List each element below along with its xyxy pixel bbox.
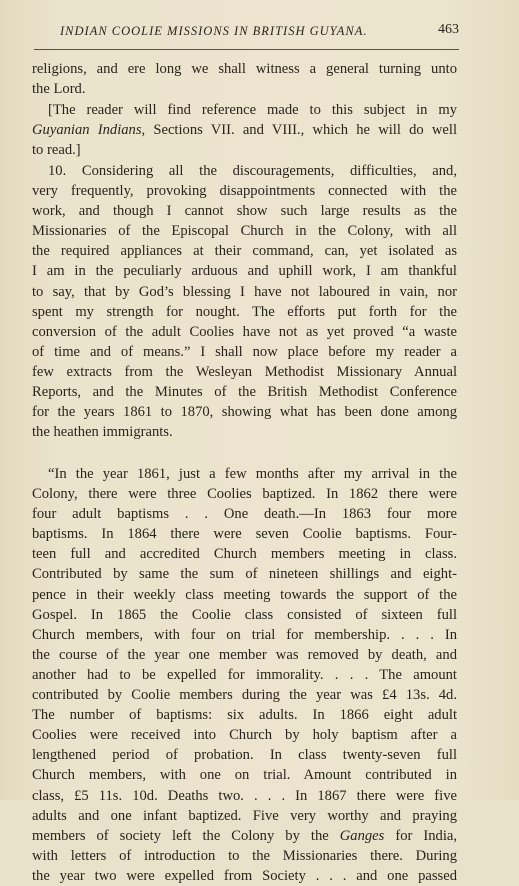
text-line: the course of the year one member was removed by death, and [32, 646, 457, 663]
text-line: Missionaries of the Episcopal Church in the Colony, with all [32, 223, 457, 240]
text-line: very frequently, provoking disappointments connected with the [32, 183, 457, 200]
text-line: adults and one infant baptized. Five very worthy and praying [32, 807, 457, 824]
text-line: class, £5 11s. 10d. Deaths two. . . . In 1867 there were five [32, 787, 457, 804]
text-line: of time and of means.” I shall now place before my reader a [32, 343, 457, 360]
text-line: religions, and ere long we shall witness a general turning unto [32, 61, 457, 77]
text-line: few extracts from the Wesleyan Methodist Missionary Annual [32, 363, 457, 380]
text-line: [The reader will find reference made to this subject in my [48, 102, 457, 118]
text-line: Church members, with four on trial for membership. . . . In [32, 626, 457, 643]
text-line: another had to be expelled for immorality. . . . The amount [32, 666, 457, 683]
text-line: to say, that by God’s blessing I have not laboured in vain, nor [32, 283, 457, 300]
text-line: I am in the peculiarly arduous and uphill work, I am thankful [32, 263, 457, 280]
text-line: Reports, and the Minutes of the British Methodist Conference [32, 384, 457, 401]
text-line: the heathen immigrants. [32, 424, 173, 441]
text-line: four adult baptisms . . One death.—In 1863 four more [32, 506, 457, 523]
text-line: 10. Considering all the discouragements, difficulties, and, [48, 163, 457, 179]
paragraph-quotation [32, 464, 457, 886]
italic-book-title: Guyanian Indians [32, 122, 142, 139]
paragraph-reference-note [32, 100, 457, 160]
text-line: pence in their weekly class meeting towards the support of the [32, 586, 457, 603]
header-rule [34, 49, 459, 50]
text-line: Gospel. In 1865 the Coolie class consisted of sixteen full [32, 606, 457, 623]
text-line: the required appliances at their command, can, yet isolated as [32, 243, 457, 260]
italic-ship-name: Ganges [339, 827, 385, 844]
text-line: Coolies were received into Church by holy baptism after a [32, 727, 457, 744]
text-line: Contributed by same the sum of nineteen shillings and eight- [32, 566, 457, 583]
paragraph-continuation [32, 59, 457, 99]
text-line: work, and though I cannot show such large results as the [32, 203, 457, 220]
text-line: The number of baptisms: six adults. In 1866 eight adult [32, 707, 457, 724]
text-line: spent my strength for nought. The efforts put forth for the [32, 303, 457, 320]
text-line: teen full and accredited Church members meeting in class. [32, 546, 457, 563]
text-line: to read.] [32, 142, 81, 159]
running-head [60, 22, 459, 42]
text-line: Church members, with one on trial. Amount contributed in [32, 767, 457, 784]
text-line: the Lord. [32, 81, 86, 98]
text-line: Guyanian Indians, Sections VII. and VIII., which he will do well [32, 122, 457, 139]
text-line: lengthened period of probation. In class twenty-seven full [32, 747, 457, 764]
text-line: contributed by Coolie members during the year was £4 13s. 4d. [32, 687, 457, 704]
text-line: for the years 1861 to 1870, showing what has been done among [32, 404, 457, 421]
text-line: the year two were expelled from Society . . . and one passed [32, 867, 457, 884]
text-line: conversion of the adult Coolies have not as yet proved “a waste [32, 323, 457, 340]
page-number: 463 [438, 22, 459, 37]
text-line: with letters of introduction to the Missionaries there. During [32, 847, 457, 864]
text-line: Colony, there were three Coolies baptized. In 1862 there were [32, 486, 457, 503]
text-line: “In the year 1861, just a few months after my arrival in the [48, 466, 457, 482]
paragraph-section-10 [32, 161, 457, 442]
text-line: baptisms. In 1864 there were seven Coolie baptisms. Four- [32, 526, 457, 543]
running-title: INDIAN COOLIE MISSIONS IN BRITISH GUYANA. [60, 24, 368, 38]
text-line: members of society left the Colony by the Ganges for India, [32, 827, 457, 844]
